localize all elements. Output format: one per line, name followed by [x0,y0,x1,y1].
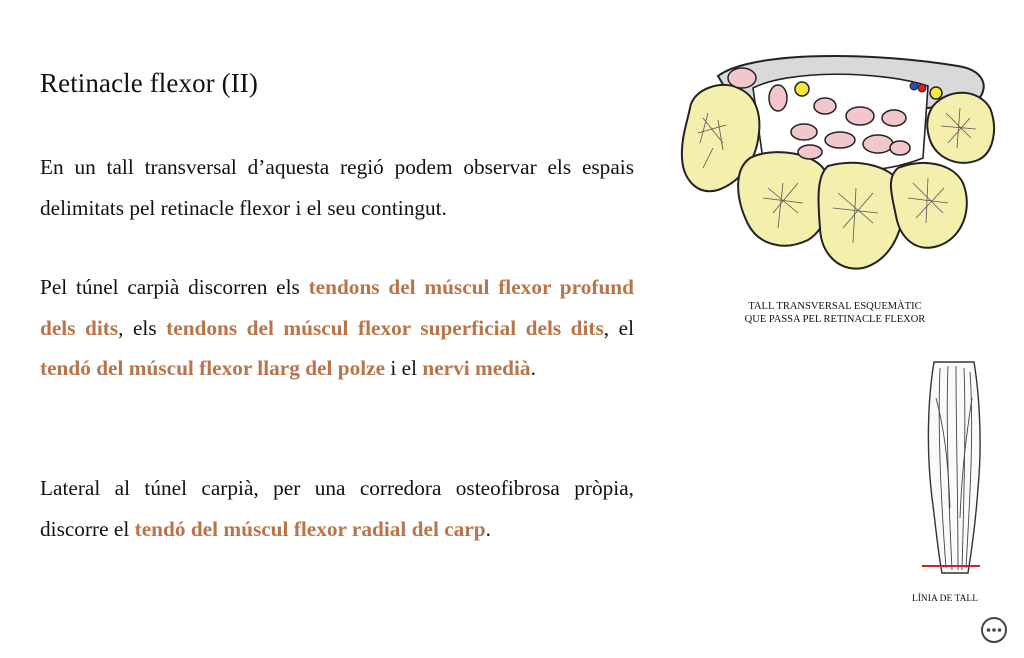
cross-section-illustration [678,48,998,278]
link-flexor-profund-tendons[interactable]: tendons del múscul flexor profund dels dits [40,275,634,340]
ulnar-vein-marker [910,82,918,90]
text-segment: Pel túnel carpià discorren els [40,275,309,299]
text-segment: , el [603,315,634,340]
bone-proximal-right [891,163,967,248]
more-options-icon[interactable] [980,616,1008,644]
text-segment: . [530,356,536,380]
forearm-outline [928,362,980,573]
link-flexor-pollicis-longus-tendon[interactable]: tendó del múscul flexor llarg del polze [40,356,386,380]
forearm-caption: LÍNIA DE TALL [911,594,979,604]
median-nerve-marker [795,82,809,96]
text-segment: i el [385,356,423,380]
link-flexor-carpi-radialis-tendon[interactable]: tendó del múscul flexor radial del carp [134,516,486,541]
ulnar-nerve-marker [930,87,942,99]
paragraph-carpal-tunnel [40,267,634,389]
link-flexor-superficial-tendons[interactable]: tendons del múscul flexor superficial dels dits [166,315,604,340]
forearm-illustration [920,358,990,590]
paragraph-intro: En un tall transversal d’aquesta regió podem observar els espais delimitats pel retinacle flexor i el seu contingut. [40,155,634,220]
text-segment: , els [118,315,167,340]
ulnar-artery-marker [918,84,926,92]
caption-line: QUE PASSA PEL RETINACLE FLEXOR [744,314,926,325]
text-segment: . [485,516,491,541]
link-median-nerve[interactable]: nervi medià [422,356,531,380]
caption-line: TALL TRANSVERSAL ESQUEMÀTIC [748,301,922,312]
page-title: Retinacle flexor (II) [40,68,258,98]
text-segment: Lateral al túnel carpià, per una corredora osteofibrosa pròpia, discorre el [40,476,634,541]
bone-proximal-left [738,152,829,246]
cross-section-caption [700,300,970,326]
paragraph-lateral-groove [40,468,634,549]
